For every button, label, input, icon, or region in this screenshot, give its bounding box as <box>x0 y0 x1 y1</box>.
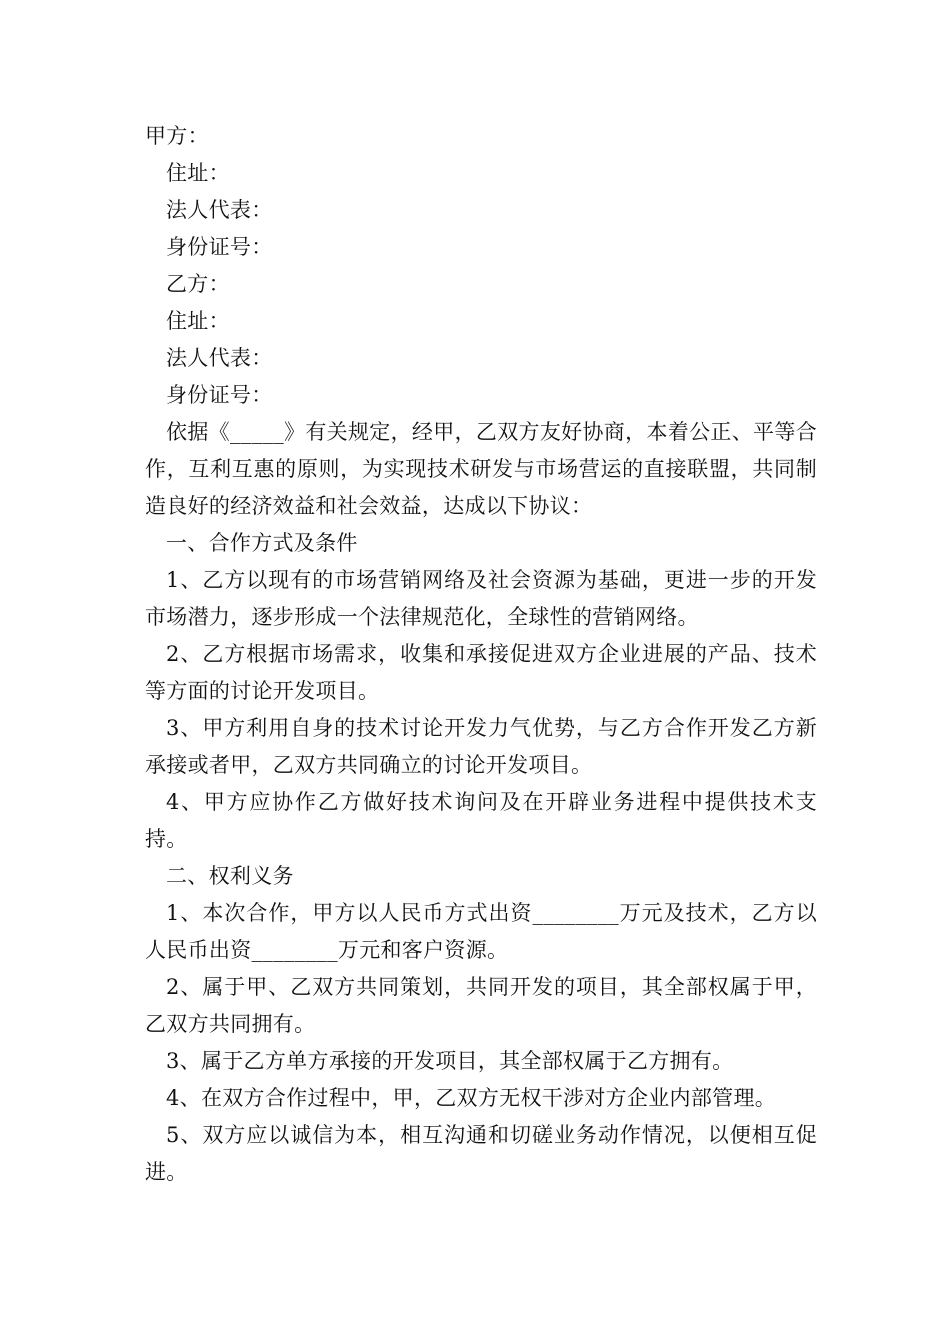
party-a-label: 甲方： <box>145 124 209 148</box>
section-2-item <box>145 1117 817 1191</box>
section-1-item-4-text: 4、甲方应协作乙方做好技术询问及在开辟业务进程中提供技术支持。 <box>145 790 817 851</box>
section-1-item-1-text: 1、乙方以现有的市场营销网络及社会资源为基础，更进一步的开发市场潜力，逐步形成一个法律规范化，全球性的营销网络。 <box>145 568 817 629</box>
preamble-paragraph <box>145 414 817 525</box>
party-b-address: 住址： <box>166 309 230 333</box>
party-b-id-number: 身份证号： <box>166 383 273 407</box>
section-2-item-2-text: 2、属于甲、乙双方共同策划，共同开发的项目，其全部权属于甲，乙双方共同拥有。 <box>145 975 817 1036</box>
section-1-item <box>145 636 817 710</box>
section-2-item <box>145 1043 817 1080</box>
section-2-item-4-text: 4、在双方合作过程中，甲，乙双方无权干涉对方企业内部管理。 <box>166 1086 777 1110</box>
section-2-item <box>145 895 817 969</box>
document-body <box>145 118 817 1191</box>
section-1-item <box>145 562 817 636</box>
party-a-id-number: 身份证号： <box>166 235 273 259</box>
section-1-item <box>145 784 817 858</box>
section-1-item-2-text: 2、乙方根据市场需求，收集和承接促进双方企业进展的产品、技术等方面的讨论开发项目。 <box>145 642 817 703</box>
preamble-text: 依据《_____》有关规定，经甲，乙双方友好协商，本着公正、平等合作，互利互惠的原则，为实现技术研发与市场营运的直接联盟，共同制造良好的经济效益和社会效益，达成以下协议： <box>145 420 817 518</box>
section-2-item <box>145 1080 817 1117</box>
section-2-item <box>145 969 817 1043</box>
party-a-address: 住址： <box>166 161 230 185</box>
section-2-item-5-text: 5、双方应以诚信为本，相互沟通和切磋业务动作情况，以便相互促进。 <box>145 1123 817 1184</box>
section-1-item-3-text: 3、甲方利用自身的技术讨论开发力气优势，与乙方合作开发乙方新承接或者甲，乙双方共同确立的讨论开发项目。 <box>145 716 817 777</box>
section-1-title: 一、合作方式及条件 <box>166 531 358 555</box>
party-a-representative: 法人代表： <box>166 198 273 222</box>
section-2-title: 二、权利义务 <box>166 864 294 888</box>
section-1-item <box>145 710 817 784</box>
section-2-item-1-text: 1、本次合作，甲方以人民币方式出资________万元及技术，乙方以人民币出资________万元和客户资源。 <box>145 901 817 962</box>
section-2-item-3-text: 3、属于乙方单方承接的开发项目，其全部权属于乙方拥有。 <box>166 1049 734 1073</box>
party-b-representative: 法人代表： <box>166 346 273 370</box>
party-b-label: 乙方： <box>166 272 230 296</box>
